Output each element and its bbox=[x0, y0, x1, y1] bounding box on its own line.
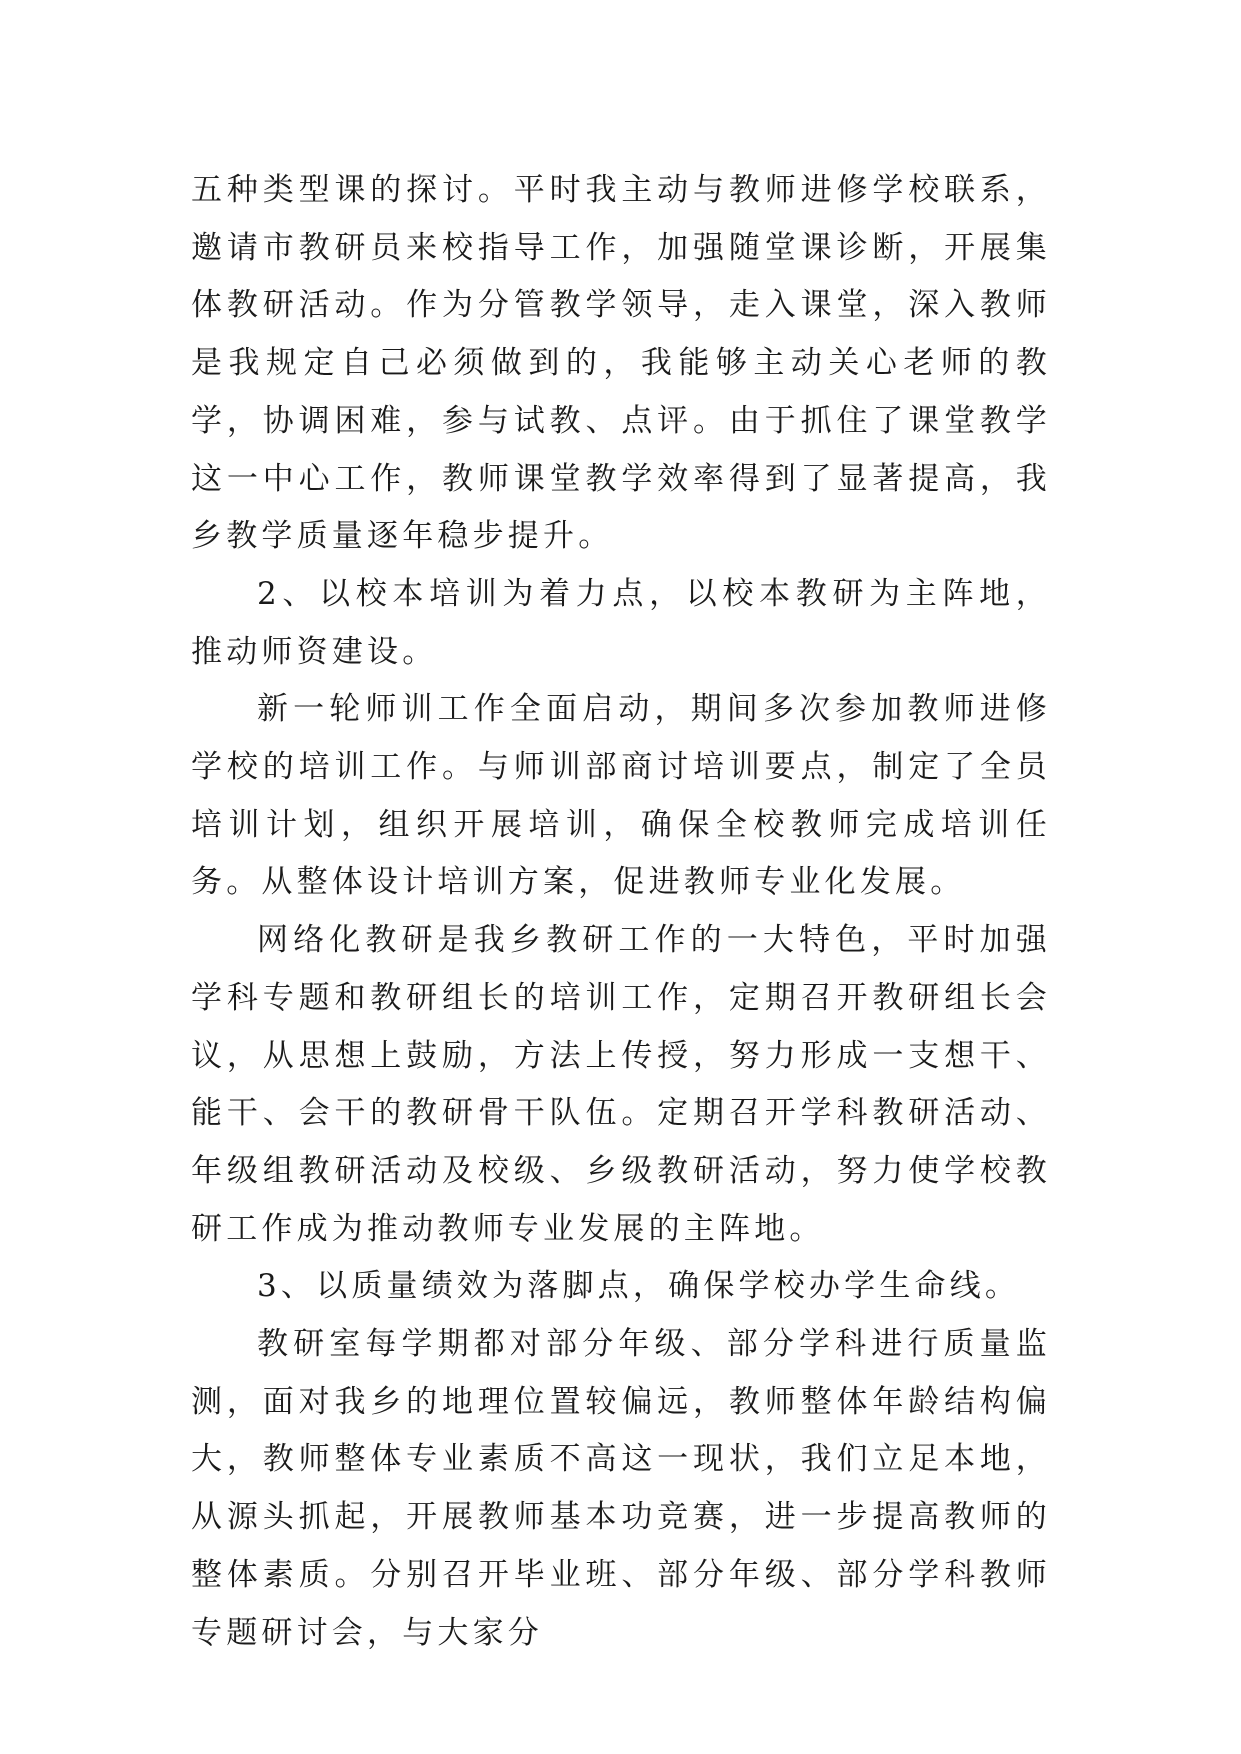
heading-quality-performance: 3、以质量绩效为落脚点，确保学校办学生命线。 bbox=[257, 1268, 1021, 1305]
paragraph-network-research: 网络化教研是我乡教研工作的一大特色，平时加强学科专题和教研组长的培训工作，定期召开教研组长会议，从思想上鼓励，方法上传授，努力形成一支想干、能干、会干的教研骨干队伍。定期召开学科教研活动、年级组教研活动及校级、乡级教研活动，努力使学校教研工作成为推动教师专业发展的主阵地。 bbox=[191, 922, 1051, 1247]
paragraph-continued-classroom-teaching: 五种类型课的探讨。平时我主动与教师进修学校联系，邀请市教研员来校指导工作，加强随堂课诊断，开展集体教研活动。作为分管教学领导，走入课堂，深入教师是我规定自己必须做到的，我能够主动关心老师的教学，协调困难，参与试教、点评。由于抓住了课堂教学这一中心工作，教师课堂教学效率得到了显著提高，我乡教学质量逐年稳步提升。 bbox=[191, 172, 1051, 555]
paragraph-teacher-training: 新一轮师训工作全面启动，期间多次参加教师进修学校的培训工作。与师训部商讨培训要点，制定了全员培训计划，组织开展培训，确保全校教师完成培训任务。从整体设计培训方案，促进教师专业化发展。 bbox=[191, 691, 1051, 901]
paragraph-quality-monitoring: 教研室每学期都对部分年级、部分学科进行质量监测，面对我乡的地理位置较偏远，教师整体年龄结构偏大，教师整体专业素质不高这一现状，我们立足本地，从源头抓起，开展教师基本功竞赛，进一步提高教师的整体素质。分别召开毕业班、部分年级、部分学科教师专题研讨会，与大家分 bbox=[191, 1326, 1051, 1651]
document-body bbox=[191, 162, 1051, 1662]
heading-school-based-training: 2、以校本培训为着力点，以校本教研为主阵地，推动师资建设。 bbox=[191, 575, 1051, 670]
